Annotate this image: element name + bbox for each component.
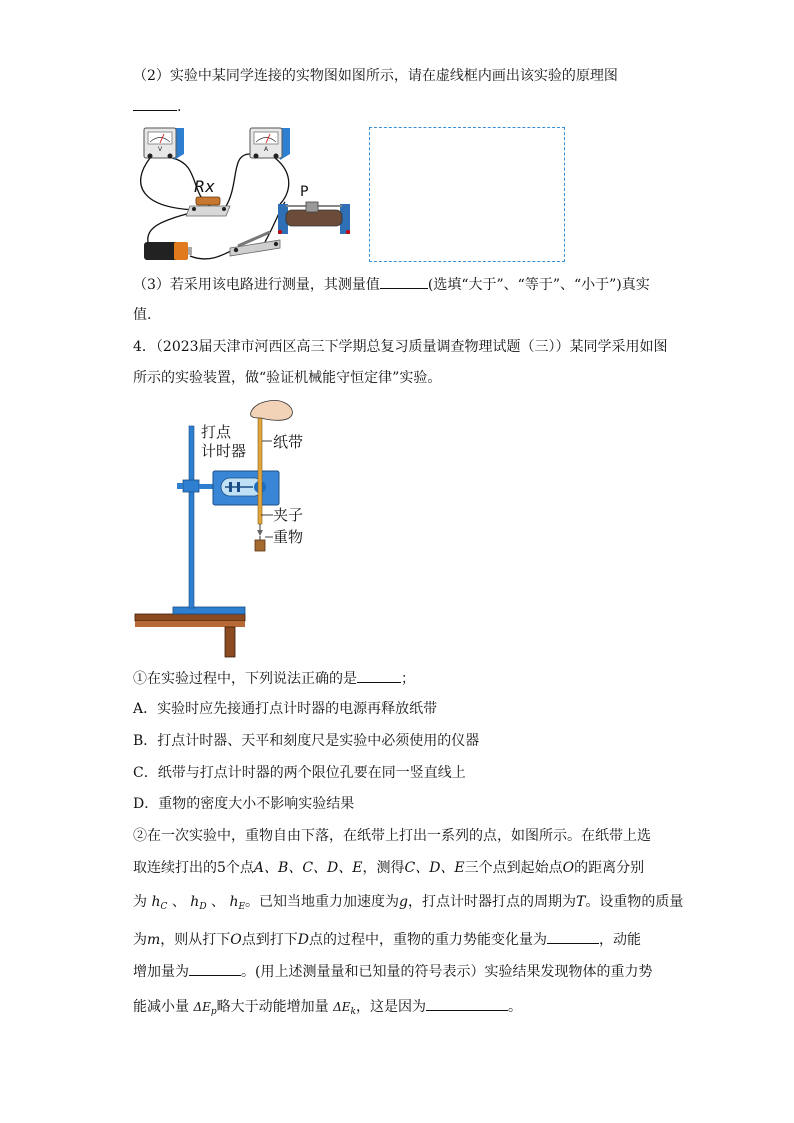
hand-icon — [251, 400, 293, 420]
sym-dek: ΔE — [333, 1000, 351, 1014]
sym-hd: h — [190, 894, 200, 910]
slider-label: P — [300, 184, 309, 200]
weight-label: 重物 — [273, 528, 304, 546]
sub2-text-3d: 。设重物的质量 — [585, 894, 684, 910]
sym-dep: ΔE — [193, 1000, 211, 1014]
sym-m: m — [147, 932, 161, 948]
sub1-answer-blank[interactable] — [357, 668, 401, 683]
q2-prompt: （2）实验中某同学连接的实物图如图所示，请在虚线框内画出该实验的原理图 — [133, 68, 618, 84]
sub2-text-2e: 三个点到起始点 — [464, 860, 563, 876]
sub2-text-6c: ，这是因为 — [356, 999, 427, 1015]
resistor-label: Rx — [194, 177, 215, 196]
sub2-text-3b: 。已知当地重力加速度为 — [245, 894, 400, 910]
weight-icon — [255, 540, 265, 551]
sub2-text-2c: ，测得 — [362, 860, 405, 876]
voltmeter-icon — [144, 128, 184, 160]
clip-label: 夹子 — [273, 506, 304, 524]
ammeter-icon — [250, 128, 290, 160]
kinetic-energy-blank[interactable] — [189, 961, 241, 976]
q3-end: 值. — [133, 307, 152, 323]
sym-t: T — [576, 894, 586, 910]
sub2-line-4 — [133, 929, 641, 950]
sub2-text-3a: 为 — [133, 894, 147, 910]
tape-label: 纸带 — [273, 433, 304, 451]
option-c[interactable] — [133, 763, 466, 783]
sub2-text-2a: 取连续打出的5个点 — [133, 860, 254, 876]
sub2-line-3 — [133, 892, 683, 917]
sub2-line-2 — [133, 858, 644, 878]
option-b-text: B．打点计时器、天平和刻度尺是实验中必须使用的仪器 — [133, 733, 480, 749]
q4-line-1 — [133, 337, 668, 357]
sym-he-sub: E — [238, 902, 246, 912]
option-d[interactable] — [133, 794, 354, 814]
resistor-icon — [186, 177, 230, 216]
sym-he: h — [229, 894, 239, 910]
sub2-line-6 — [133, 996, 522, 1022]
option-a-text: A．实验时应先接通打点计时器的电源再释放纸带 — [133, 701, 438, 717]
sub2-text-5b: 。(用上述测量量和已知量的符号表示）实验结果发现物体的重力势 — [241, 964, 653, 980]
sub2-text-6a: 能减小量 — [133, 999, 189, 1015]
table-icon — [135, 614, 245, 657]
stand-base — [173, 607, 245, 614]
q2-line — [133, 66, 618, 86]
sub2-text-6b: 略大于动能增加量 — [216, 999, 329, 1015]
sep-2: 、 — [210, 894, 225, 910]
timer-label-1: 打点 — [201, 423, 232, 441]
sub2-points: A、B、C、D、E — [253, 860, 363, 876]
sub1-prompt: ①在实验过程中，下列说法正确的是 — [133, 671, 357, 687]
sub2-points-cde: C、D、E — [404, 860, 465, 876]
voltmeter-label: V — [157, 146, 163, 153]
sym-hc-sub: C — [160, 902, 168, 912]
sub2-text-4b: ，则从打下 — [160, 932, 231, 948]
q4-title-2: 所示的实验装置，做“验证机械能守恒定律”实验。 — [133, 370, 442, 386]
switch-icon — [230, 232, 280, 256]
option-d-text: D．重物的密度大小不影响实验结果 — [133, 796, 355, 812]
q2-period: . — [177, 99, 182, 115]
clip-icon — [257, 524, 263, 540]
q3-line — [133, 274, 650, 295]
sub2-text-2g: 的距离分别 — [574, 860, 645, 876]
sub1-semicolon: ； — [401, 671, 415, 687]
sym-hd-sub: D — [199, 902, 207, 912]
timer-icon — [213, 471, 279, 505]
sub1-stem — [133, 668, 415, 689]
q3-line-2 — [133, 305, 151, 325]
circuit-figure — [130, 124, 365, 266]
sub2-text-4c: 点到打下 — [241, 932, 298, 948]
option-b[interactable] — [133, 731, 479, 751]
option-a[interactable] — [133, 699, 437, 719]
clamp-icon — [177, 480, 215, 492]
sym-dep-sub: p — [210, 1007, 217, 1017]
reason-blank[interactable] — [426, 996, 508, 1011]
sub2-text-1: ②在一次实验中，重物自由下落，在纸带上打出一系列的点，如图所示。在纸带上选 — [133, 828, 651, 844]
option-c-text: C．纸带与打点计时器的两个限位孔要在同一竖直线上 — [133, 765, 466, 781]
sym-o: O — [230, 932, 242, 948]
sym-hc: h — [151, 894, 161, 910]
sym-g: g — [399, 894, 409, 910]
sub2-text-4d: 点的过程中，重物的重力势能变化量为 — [309, 932, 547, 948]
sym-dek-sub: k — [350, 1007, 357, 1017]
sub2-text-6d: 。 — [508, 999, 523, 1015]
sub2-text-5a: 增加量为 — [133, 964, 189, 980]
answer-dashed-box[interactable] — [369, 127, 565, 262]
potential-energy-blank[interactable] — [547, 929, 599, 944]
sub2-line-1 — [133, 826, 651, 846]
rheostat-icon — [278, 184, 350, 234]
q3-options: (选填“大于”、“等于”、“小于”)真实 — [427, 277, 650, 293]
q2-answer-line — [133, 96, 181, 117]
sep-1: 、 — [171, 894, 186, 910]
ammeter-label: A — [263, 146, 269, 153]
q4-line-2 — [133, 368, 441, 388]
q2-answer-blank[interactable] — [133, 96, 177, 111]
timer-label-2: 计时器 — [201, 442, 247, 460]
sub2-origin: O — [562, 860, 575, 876]
q3-answer-blank[interactable] — [380, 274, 428, 289]
paper-tape — [258, 404, 262, 524]
q3-prompt: （3）若采用该电路进行测量，其测量值 — [133, 277, 380, 293]
sub2-text-4a: 为 — [133, 932, 147, 948]
sub2-line-5 — [133, 961, 652, 982]
apparatus-figure — [133, 398, 333, 660]
sub2-text-4e: ，动能 — [599, 932, 641, 948]
q4-title: 4．（2023届天津市河西区高三下学期总复习质量调查物理试题（三））某同学采用如图 — [133, 339, 668, 355]
sub2-text-3c: ，打点计时器打点的周期为 — [408, 894, 577, 910]
battery-icon — [144, 242, 192, 260]
stand-pole — [189, 426, 194, 608]
sym-d: D — [297, 932, 309, 948]
